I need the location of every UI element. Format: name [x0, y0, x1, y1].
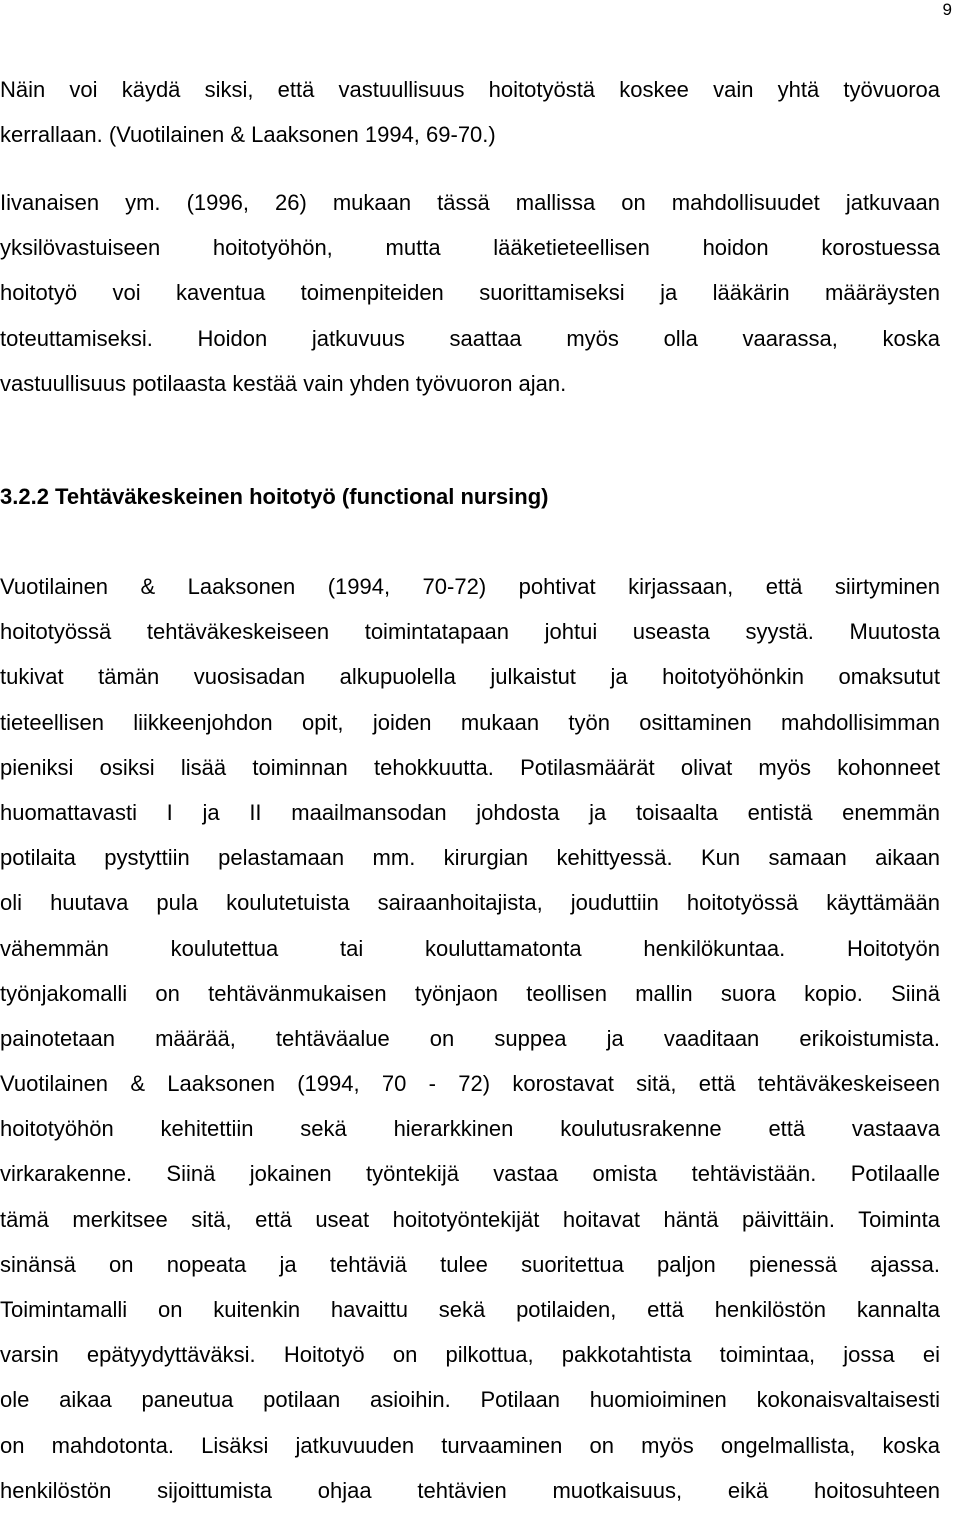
text-line: Vuotilainen & Laaksonen (1994, 70 - 72) korostavat sitä, että tehtäväkeskeiseen	[0, 1071, 940, 1097]
text-line: varsin epätyydyttäväksi. Hoitotyö on pilkottua, pakkotahtista toimintaa, jossa ei	[0, 1342, 940, 1368]
text-line: oli huutava pula koulutetuista sairaanhoitajista, jouduttiin hoitotyössä käyttämään	[0, 890, 940, 916]
text-line: potilaita pystyttiin pelastamaan mm. kirurgian kehittyessä. Kun samaan aikaan	[0, 845, 940, 871]
text-line: Toimintamalli on kuitenkin havaittu sekä potilaiden, että henkilöstön kannalta	[0, 1297, 940, 1322]
text-line: Näin voi käydä siksi, että vastuullisuus hoitotyöstä koskee vain yhtä työvuoroa	[0, 77, 940, 102]
section-heading: 3.2.2 Tehtäväkeskeinen hoitotyö (functional nursing)	[0, 484, 549, 509]
text-line: sinänsä on nopeata ja tehtäviä tulee suoritettua paljon pienessä ajassa.	[0, 1251, 940, 1277]
text-line: yksilövastuiseen hoitotyöhön, mutta lääketieteellisen hoidon korostuessa	[0, 235, 940, 261]
text-line: Vuotilainen & Laaksonen (1994, 70-72) pohtivat kirjassaan, että siirtyminen	[0, 574, 940, 599]
page-number: 9	[942, 0, 952, 19]
text-line: toteuttamiseksi. Hoidon jatkuvuus saattaa myös olla vaarassa, koska	[0, 325, 940, 351]
text-line: kerrallaan. (Vuotilainen & Laaksonen 1994, 69-70.)	[0, 122, 496, 148]
text-line: työnjakomalli on tehtävänmukaisen työnjaon teollisen mallin suora kopio. Siinä	[0, 980, 940, 1006]
paragraph-2	[0, 180, 940, 406]
text-line: tieteellisen liikkeenjohdon opit, joiden mukaan työn osittaminen mahdollisimman	[0, 709, 940, 735]
text-line: hoitotyö voi kaventua toimenpiteiden suorittamiseksi ja lääkärin määräysten	[0, 280, 940, 306]
text-line: huomattavasti I ja II maailmansodan johdosta ja toisaalta entistä enemmän	[0, 799, 940, 825]
text-line: vähemmän koulutettua tai kouluttamatonta henkilökuntaa. Hoitotyön	[0, 935, 940, 961]
text-line: Iivanaisen ym. (1996, 26) mukaan tässä mallissa on mahdollisuudet jatkuvaan	[0, 190, 940, 215]
text-line: vastuullisuus potilaasta kestää vain yhden työvuoron ajan.	[0, 370, 567, 396]
text-line: pieniksi osiksi lisää toiminnan tehokkuutta. Potilasmäärät olivat myös kohonneet	[0, 754, 940, 780]
text-line: painotetaan määrää, tehtäväalue on suppea ja vaaditaan erikoistumista.	[0, 1025, 940, 1051]
paragraph-1	[0, 67, 940, 157]
text-line: tämä merkitsee sitä, että useat hoitotyöntekijät hoitavat häntä päivittäin. Toiminta	[0, 1206, 940, 1232]
text-line: virkarakenne. Siinä jokainen työntekijä vastaa omista tehtävistään. Potilaalle	[0, 1161, 940, 1187]
text-line: hoitotyössä tehtäväkeskeiseen toimintatapaan johtui useasta syystä. Muutosta	[0, 619, 940, 645]
text-line: ole aikaa paneutua potilaan asioihin. Potilaan huomioiminen kokonaisvaltaisesti	[0, 1387, 940, 1413]
text-line: henkilöstön sijoittumista ohjaa tehtävien muotkaisuus, eikä hoitosuhteen	[0, 1477, 940, 1503]
paragraph-3	[0, 564, 940, 1513]
text-line: hoitotyöhön kehitettiin sekä hierarkkinen koulutusrakenne että vastaava	[0, 1116, 940, 1142]
text-line: on mahdotonta. Lisäksi jatkuvuuden turvaaminen on myös ongelmallista, koska	[0, 1432, 940, 1458]
text-line: tukivat tämän vuosisadan alkupuolella julkaistut ja hoitotyöhönkin omaksutut	[0, 664, 940, 690]
